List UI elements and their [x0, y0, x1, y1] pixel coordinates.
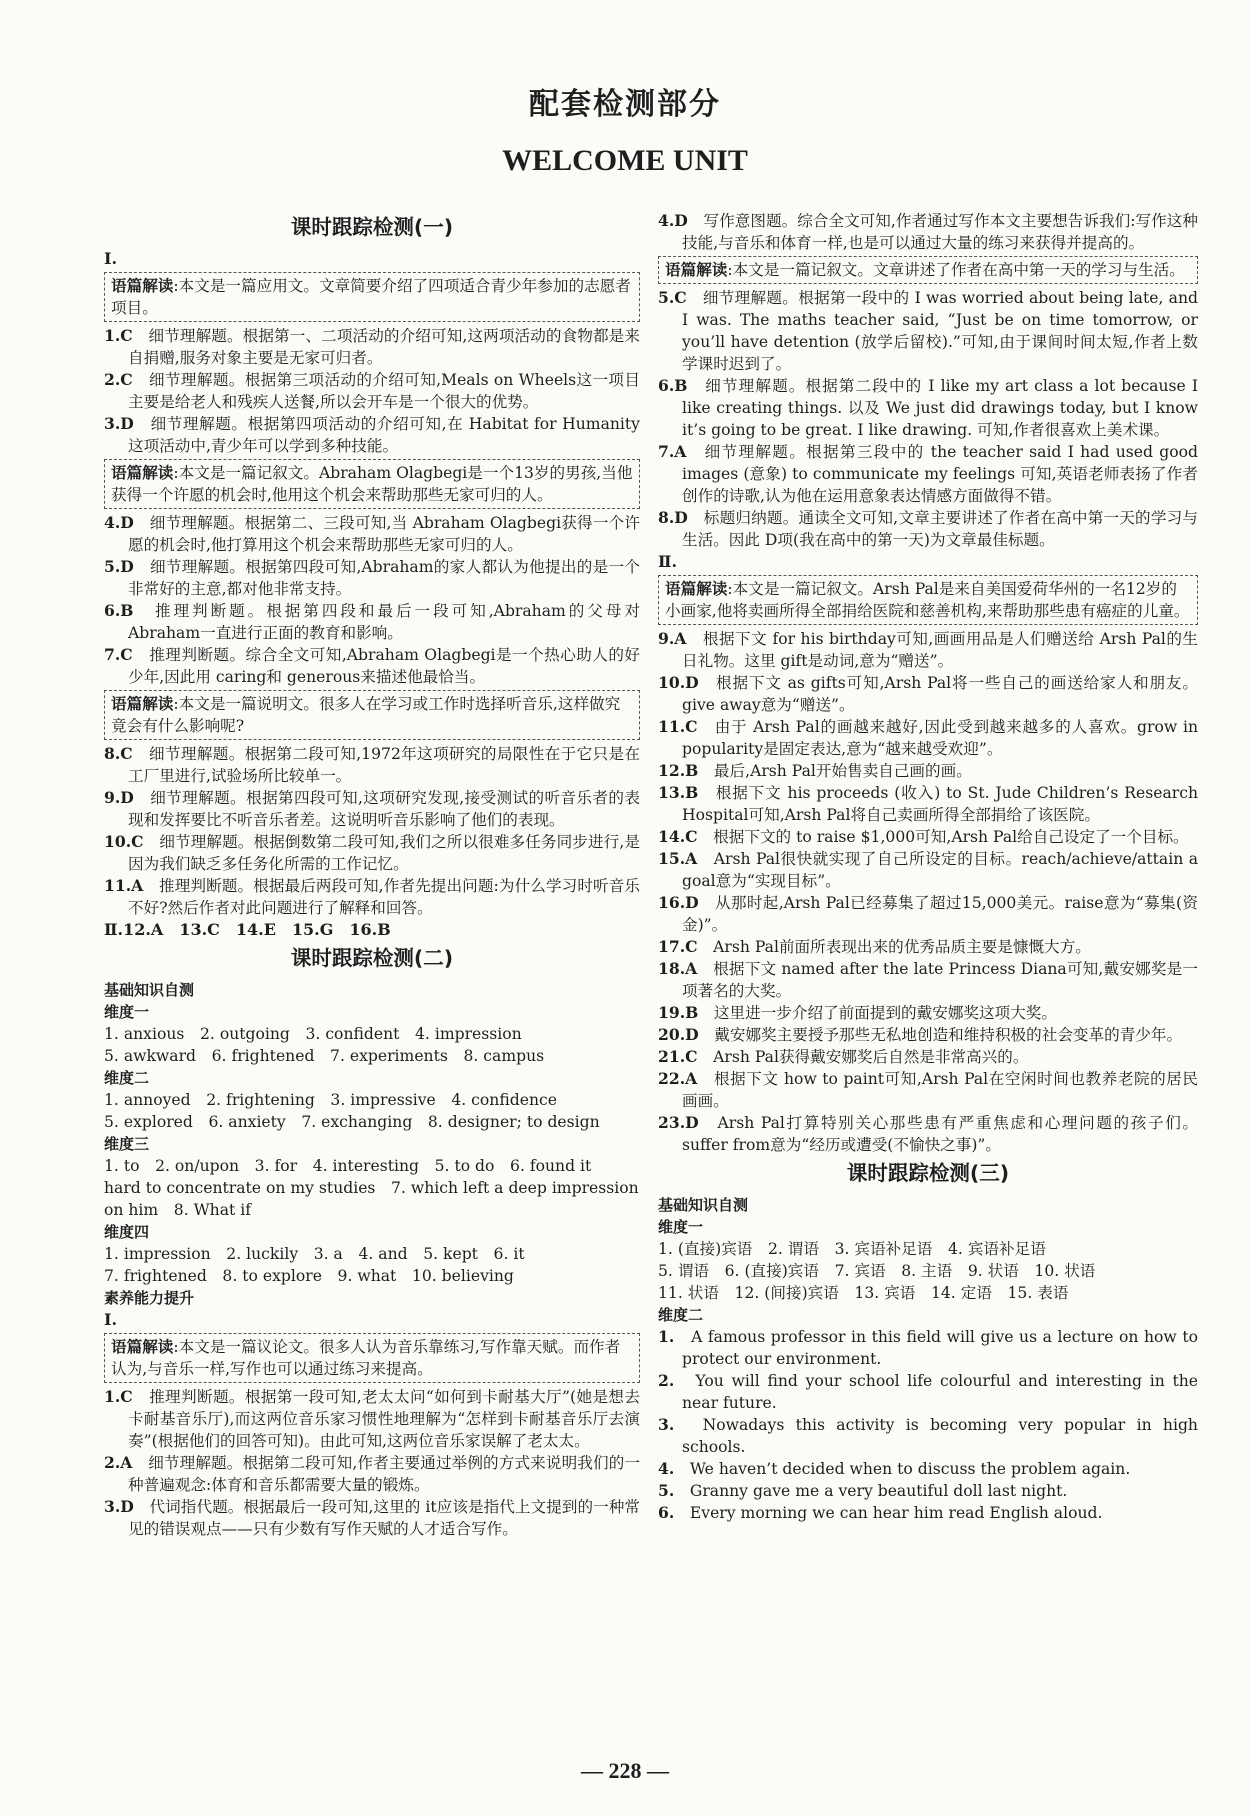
reading-note: 语篇解读:本文是一篇议论文。很多人认为音乐靠练习,写作靠天赋。而作者认为,与音乐一样,写作也可以通过练习来提高。 [104, 1333, 640, 1383]
answer-number: 6. [658, 1503, 675, 1522]
part-roman-3: Ⅰ. [104, 1310, 118, 1329]
answer-number: 14.C [658, 827, 698, 846]
answer-text: 标题归纳题。通读全文可知,文章主要讲述了作者在高中第一天的学习与生活。因此 D项(我在高中的第一天)为文章最佳标题。 [682, 509, 1198, 549]
answer-line: 7. frightened 8. to explore 9. what 10. believing [104, 1267, 514, 1285]
line-group [658, 1238, 1198, 1304]
page-number: — 228 — [581, 1758, 669, 1783]
answer-text: 写作意图题。综合全文可知,作者通过写作本文主要想告诉我们:写作这种技能,与音乐和体育一样,也是可以通过大量的练习来获得并提高的。 [682, 212, 1198, 252]
answer-number: 5.C [658, 288, 687, 307]
answer-line: 1. impression 2. luckily 3. a 4. and 5. kept 6. it [104, 1245, 525, 1263]
answer-item [104, 600, 640, 644]
answer-text: We haven’t decided when to discuss the problem again. [689, 1460, 1131, 1478]
answer-number: 1. [658, 1327, 675, 1346]
answer-number: 7.C [104, 645, 133, 664]
answer-text: 细节理解题。根据第三项活动的介绍可知,Meals on Wheels这一项目主要是给老人和残疾人送餐,所以会开车是一个很大的优势。 [128, 371, 640, 411]
answer-item [658, 760, 1198, 782]
answer-item [104, 743, 640, 787]
answer-text: 根据下文 as gifts可知,Arsh Pal将一些自己的画送给家人和朋友。give away意为“赠送”。 [682, 674, 1198, 714]
answer-item [658, 1414, 1198, 1458]
answer-group [658, 287, 1198, 551]
answer-item [104, 325, 640, 369]
basic-heading: 基础知识自测 [658, 1196, 749, 1214]
answer-item [104, 512, 640, 556]
answer-text: 由于 Arsh Pal的画越来越好,因此受到越来越多的人喜欢。grow in popularity是固定表达,意为“越来越受欢迎”。 [682, 718, 1198, 758]
part-roman-1: Ⅰ. [104, 249, 118, 268]
answer-number: 23.D [658, 1113, 699, 1132]
answer-text: 推理判断题。根据最后两段可知,作者先提出问题:为什么学习时听音乐不好?然后作者对此问题进行了解释和回答。 [128, 877, 640, 917]
answer-number: 4.D [104, 513, 134, 532]
answer-group [104, 325, 640, 457]
answer-text: 细节理解题。根据第二段中的 I like my art class a lot because I like creating things. 以及 We just did drawings today, but I know it’s going to be great. I like drawing. 可知,作者很喜欢上美术课。 [682, 377, 1198, 439]
answer-number: 15.A [658, 849, 698, 868]
answer-number: 3. [658, 1415, 675, 1434]
answer-group [104, 1386, 640, 1540]
answer-text: 根据下文 his proceeds (收入) to St. Jude Children’s Research Hospital可知,Arsh Pal将自己卖画所得全部捐给了该医院。 [682, 784, 1198, 824]
answer-line: 5. awkward 6. frightened 7. experiments 8. campus [104, 1047, 545, 1065]
answer-text: 细节理解题。根据第一段中的 I was worried about being late, and I was. The maths teacher said, “Just be on time tomorrow, or you’ll have detention (放学后留校).”可知,由于课间时间太短,作者上数学课时迟到了。 [682, 289, 1198, 373]
answer-line: 5. explored 6. anxiety 7. exchanging 8. designer; to design [104, 1113, 600, 1131]
answer-number: 8.D [658, 508, 688, 527]
answer-number: 6.B [104, 601, 134, 620]
answer-text: 细节理解题。根据第二段可知,1972年这项研究的局限性在于它只是在工厂里进行,试验场所比较单一。 [128, 745, 640, 785]
section-title-2: 课时跟踪检测(二) [290, 946, 454, 970]
answer-line: 1. to 2. on/upon 3. for 4. interesting 5. to do 6. found it [104, 1157, 592, 1175]
answer-item [658, 958, 1198, 1002]
answer-text: 推理判断题。根据第四段和最后一段可知,Abraham的父母对 Abraham一直进行正面的教育和影响。 [128, 602, 640, 642]
answer-line: 5. 谓语 6. (直接)宾语 7. 宾语 8. 主语 9. 状语 10. 状语 [658, 1262, 1096, 1280]
line-group [104, 1023, 640, 1067]
answer-text: 从那时起,Arsh Pal已经募集了超过15,000美元。raise意为“募集(资金)”。 [682, 894, 1198, 934]
answer-item [658, 782, 1198, 826]
ability-heading: 素养能力提升 [104, 1289, 195, 1307]
answer-text: 代词指代题。根据最后一段可知,这里的 it应该是指代上文提到的一种常见的错误观点——只有少数有写作天赋的人才适合写作。 [128, 1498, 640, 1538]
answer-text: 细节理解题。根据第四段可知,Abraham的家人都认为他提出的是一个非常好的主意,都对他非常支持。 [128, 558, 640, 598]
answer-number: 13.B [658, 783, 699, 802]
answer-text: Granny gave me a very beautiful doll last night. [689, 1482, 1068, 1500]
answer-text: Every morning we can hear him read English aloud. [689, 1504, 1103, 1522]
answer-line: 11. 状语 12. (间接)宾语 13. 宾语 14. 定语 15. 表语 [658, 1284, 1069, 1302]
answer-item [658, 1068, 1198, 1112]
line-group [104, 1243, 640, 1287]
left-column [104, 210, 640, 1540]
answer-group [658, 1326, 1198, 1524]
reading-note: 语篇解读:本文是一篇记叙文。Arsh Pal是来自美国爱荷华州的一名12岁的小画家,他将卖画所得全部捐给医院和慈善机构,来帮助那些患有癌症的儿童。 [658, 575, 1198, 625]
answer-number: 9.A [658, 629, 687, 648]
answer-item [658, 1458, 1198, 1480]
answer-text: 细节理解题。根据倒数第二段可知,我们之所以很难多任务同步进行,是因为我们缺乏多任务化所需的工作记忆。 [128, 833, 640, 873]
answer-text: 戴安娜奖主要授予那些无私地创造和维持积极的社会变革的青少年。 [714, 1026, 1183, 1044]
answer-item [658, 441, 1198, 507]
answer-number: 1.C [104, 1387, 133, 1406]
answer-number: 2. [658, 1371, 675, 1390]
reading-note: 语篇解读:本文是一篇记叙文。文章讲述了作者在高中第一天的学习与生活。 [658, 256, 1198, 284]
answer-line: 1. (直接)宾语 2. 谓语 3. 宾语补足语 4. 宾语补足语 [658, 1240, 1046, 1258]
answer-text: 细节理解题。根据第二、三段可知,当 Abraham Olagbegi获得一个许愿的机会时,他打算用这个机会来帮助那些无家可归的人。 [128, 514, 640, 554]
answer-number: 3.D [104, 414, 134, 433]
line-group [104, 1089, 640, 1133]
answer-item [658, 848, 1198, 892]
answer-text: Arsh Pal获得戴安娜奖后自然是非常高兴的。 [713, 1048, 1029, 1066]
answer-number: 11.A [104, 876, 144, 895]
answer-number: 5.D [104, 557, 134, 576]
answer-text: 细节理解题。根据第四段可知,这项研究发现,接受测试的听音乐者的表现和发挥要比不听音乐者差。这说明听音乐影响了他们的表现。 [128, 789, 640, 829]
answer-line: 1. anxious 2. outgoing 3. confident 4. impression [104, 1025, 522, 1043]
answer-item [104, 556, 640, 600]
answer-number: 5. [658, 1481, 675, 1500]
answer-text: Arsh Pal打算特别关心那些患有严重焦虑和心理问题的孩子们。suffer from意为“经历或遭受(不愉快之事)”。 [682, 1114, 1198, 1154]
line-group [104, 1155, 640, 1221]
reading-note: 语篇解读:本文是一篇说明文。很多人在学习或工作时选择听音乐,这样做究竟会有什么影响呢? [104, 690, 640, 740]
answer-item [658, 826, 1198, 848]
answer-item [658, 507, 1198, 551]
answer-number: 7.A [658, 442, 687, 461]
answer-text: 细节理解题。根据第三段中的 the teacher said I had used good images (意象) to communicate my feelings 可知,英语老师表扬了作者创作的诗歌,认为他在运用意象表达情感方面做得不错。 [682, 443, 1198, 505]
answer-item [658, 210, 1198, 254]
answer-text: Nowadays this activity is becoming very popular in high schools. [682, 1416, 1198, 1456]
answer-number: 21.C [658, 1047, 698, 1066]
answer-item [104, 787, 640, 831]
dimension-heading: 维度四 [104, 1223, 150, 1241]
dimension-heading: 维度三 [104, 1135, 150, 1153]
answer-text: 推理判断题。根据第一段可知,老太太问“如何到卡耐基大厅”(她是想去卡耐基音乐厅),而这两位音乐家习惯性地理解为“怎样到卡耐基音乐厅去演奏”(根据他们的回答可知)。由此可知,这两位音乐家误解了老太太。 [128, 1388, 640, 1450]
answer-number: 2.A [104, 1453, 133, 1472]
dimension-heading: 维度一 [104, 1003, 150, 1021]
answer-number: 2.C [104, 370, 133, 389]
answer-line: 1. annoyed 2. frightening 3. impressive 4. confidence [104, 1091, 557, 1109]
answer-number: 10.D [658, 673, 699, 692]
answer-text: 根据下文 named after the late Princess Diana可知,戴安娜奖是一项著名的大奖。 [682, 960, 1198, 1000]
answer-text: 推理判断题。综合全文可知,Abraham Olagbegi是一个热心助人的好少年,因此用 caring和 generous来描述他最恰当。 [128, 646, 640, 686]
answer-item [104, 831, 640, 875]
answer-text: 细节理解题。根据第一、二项活动的介绍可知,这两项活动的食物都是来自捐赠,服务对象主要是无家可归者。 [128, 327, 640, 367]
answer-number: 18.A [658, 959, 698, 978]
answer-item [658, 1480, 1198, 1502]
dimension-heading: 维度一 [658, 1218, 704, 1236]
answer-item [658, 1024, 1198, 1046]
dimension-heading: 维度二 [104, 1069, 150, 1087]
answer-line: hard to concentrate on my studies 7. which left a deep impression [104, 1179, 639, 1197]
answer-text: 细节理解题。根据第二段可知,作者主要通过举例的方式来说明我们的一种普遍观念:体育和音乐都需要大量的锻炼。 [128, 1454, 640, 1494]
answer-item [104, 1386, 640, 1452]
answer-group [104, 512, 640, 688]
section-title-3: 课时跟踪检测(三) [846, 1161, 1010, 1185]
part-roman-4: Ⅱ. [658, 552, 678, 571]
reading-note: 语篇解读:本文是一篇记叙文。Abraham Olagbegi是一个13岁的男孩,当他获得一个许愿的机会时,他用这个机会来帮助那些无家可归的人。 [104, 459, 640, 509]
answer-group [658, 210, 1198, 254]
answer-group [104, 743, 640, 919]
answer-item [658, 1326, 1198, 1370]
section-title-1: 课时跟踪检测(一) [290, 215, 454, 239]
answer-item [104, 644, 640, 688]
answer-number: 17.C [658, 937, 698, 956]
answer-item [658, 1046, 1198, 1068]
answer-number: 1.C [104, 326, 133, 345]
answer-item [658, 1112, 1198, 1156]
answer-number: 19.B [658, 1003, 699, 1022]
answer-text: 根据下文的 to raise $1,000可知,Arsh Pal给自己设定了一个目标。 [713, 828, 1189, 846]
answer-number: 8.C [104, 744, 133, 763]
answer-item [104, 413, 640, 457]
answer-text: Arsh Pal很快就实现了自己所设定的目标。reach/achieve/attain a goal意为“实现目标”。 [682, 850, 1198, 890]
answer-item [104, 1452, 640, 1496]
answer-item [658, 716, 1198, 760]
answer-item [658, 672, 1198, 716]
answer-item [658, 1002, 1198, 1024]
answer-number: 20.D [658, 1025, 699, 1044]
answer-item [104, 1496, 640, 1540]
answer-text: 根据下文 for his birthday可知,画画用品是人们赠送给 Arsh Pal的生日礼物。这里 gift是动词,意为“赠送”。 [682, 630, 1198, 670]
page-title: 配套检测部分 [529, 87, 721, 122]
answer-text: You will find your school life colourful and interesting in the near future. [682, 1372, 1198, 1412]
answer-item [104, 369, 640, 413]
answer-number: 10.C [104, 832, 144, 851]
answer-number: 22.A [658, 1069, 698, 1088]
dimension-heading: 维度二 [658, 1306, 704, 1324]
right-column [658, 210, 1198, 1524]
answer-number: 16.D [658, 893, 699, 912]
answer-text: Arsh Pal前面所表现出来的优秀品质主要是慷慨大方。 [713, 938, 1091, 956]
answer-item [658, 375, 1198, 441]
answer-item [104, 875, 640, 919]
answer-number: 9.D [104, 788, 134, 807]
unit-title: WELCOME UNIT [502, 144, 748, 177]
answer-group [658, 628, 1198, 1156]
answer-item [658, 628, 1198, 672]
answer-text: A famous professor in this field will give us a lecture on how to protect our environment. [682, 1328, 1198, 1368]
answer-text: 这里进一步介绍了前面提到的戴安娜奖这项大奖。 [713, 1004, 1057, 1022]
answer-number: 6.B [658, 376, 688, 395]
answer-number: 3.D [104, 1497, 134, 1516]
part-roman-2: Ⅱ.12.A 13.C 14.E 15.G 16.B [104, 920, 391, 939]
answer-number: 4.D [658, 211, 688, 230]
basic-heading: 基础知识自测 [104, 981, 195, 999]
answer-text: 最后,Arsh Pal开始售卖自己画的画。 [713, 762, 972, 780]
answer-item [658, 892, 1198, 936]
answer-item [658, 936, 1198, 958]
answer-text: 根据下文 how to paint可知,Arsh Pal在空闲时间也教养老院的居民画画。 [682, 1070, 1198, 1110]
reading-note: 语篇解读:本文是一篇应用文。文章简要介绍了四项适合青少年参加的志愿者项目。 [104, 272, 640, 322]
answer-number: 11.C [658, 717, 698, 736]
answer-line: on him 8. What if [104, 1201, 251, 1219]
answer-number: 4. [658, 1459, 675, 1478]
answer-item [658, 287, 1198, 375]
answer-number: 12.B [658, 761, 699, 780]
answer-item [658, 1370, 1198, 1414]
answer-text: 细节理解题。根据第四项活动的介绍可知,在 Habitat for Humanity这项活动中,青少年可以学到多种技能。 [128, 415, 640, 455]
answer-item [658, 1502, 1198, 1524]
